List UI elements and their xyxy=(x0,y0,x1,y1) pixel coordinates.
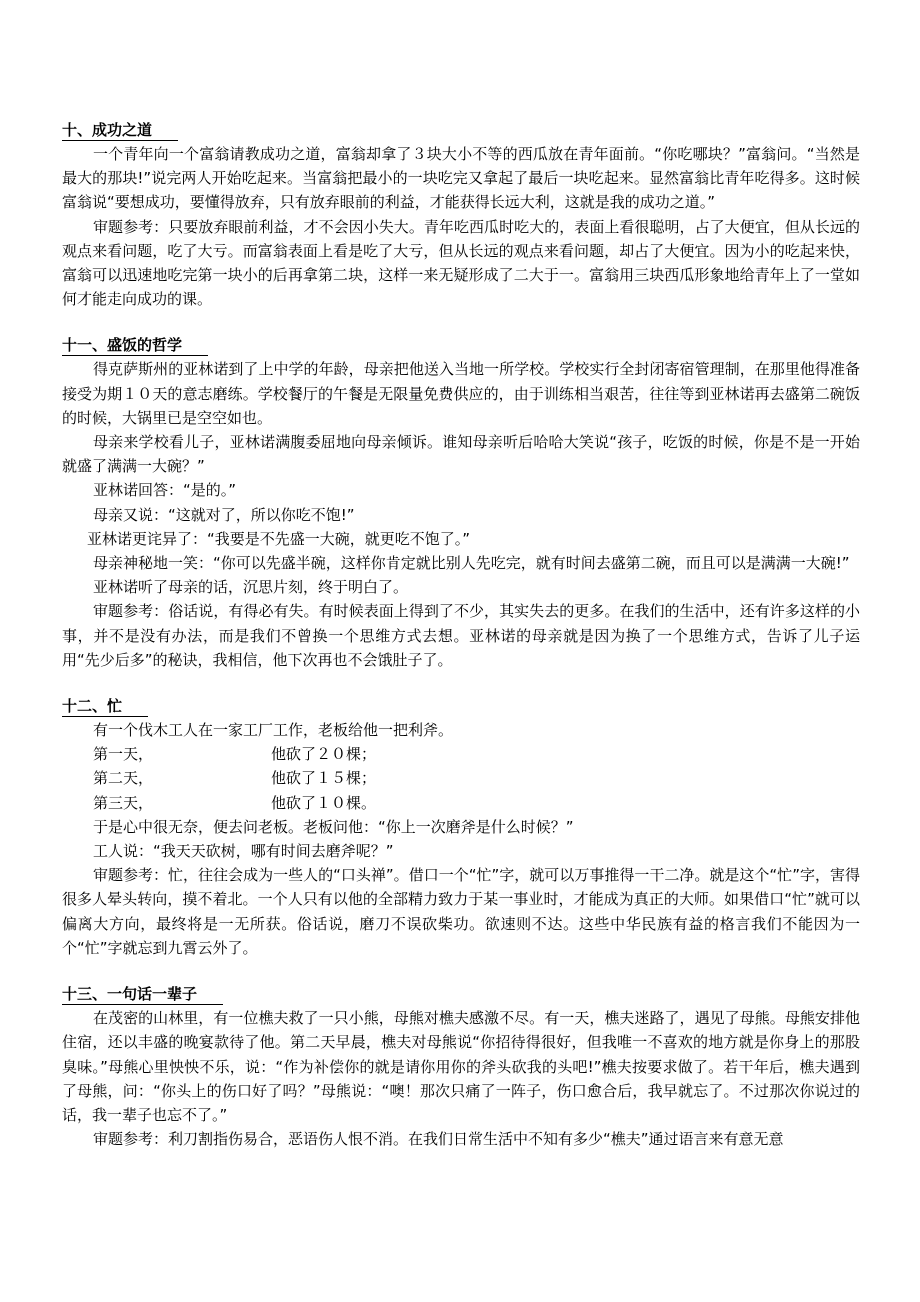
day-result: 他砍了１５棵； xyxy=(271,769,377,788)
section-one-sentence xyxy=(62,982,860,1151)
paragraph: 有一个伐木工人在一家工厂工作，老板给他一把利斧。 xyxy=(93,721,454,740)
day-result: 他砍了１０棵。 xyxy=(271,793,377,812)
paragraph: 审题参考：只要放弃眼前利益，才不会因小失大。青年吃西瓜时吃大的，表面上看很聪明，占了大便宜，但从长远的观点来看问题，吃了大亏。而富翁表面上看是吃了大亏，但从长远的观点来看问题，却占了大便宜。因为小的吃起来快，富翁可以迅速地吃完第一块小的后再拿第二块，这样一来无疑形成了二大于一。富翁用三块西瓜形象地给青年上了一堂如何才能走向成功的课。 xyxy=(62,217,860,309)
section-busy xyxy=(62,694,860,960)
paragraph: 工人说：“我天天砍树，哪有时间去磨斧呢？” xyxy=(93,842,394,861)
day-row xyxy=(62,766,860,790)
day-label: 第一天， xyxy=(93,745,154,764)
section-heading: 十三、一句话一辈子 xyxy=(62,982,860,1006)
paragraph: 一个青年向一个富翁请教成功之道，富翁却拿了３块大小不等的西瓜放在青年面前。“你吃哪块？”富翁问。“当然是最大的那块!”说完两人开始吃起来。当富翁把最小的一块吃完又拿起了最后一块吃起来。显然富翁比青年吃得多。这时候富翁说“要想成功，要懂得放弃，只有放弃眼前的利益，才能获得长远大利，这就是我的成功之道。” xyxy=(62,145,860,212)
paragraph: 亚林诺听了母亲的话，沉思片刻，终于明白了。 xyxy=(93,578,409,597)
paragraph: 得克萨斯州的亚林诺到了上中学的年龄，母亲把他送入当地一所学校。学校实行全封闭寄宿管理制，在那里他得准备接受为期１０天的意志磨练。学校餐厅的午餐是无限量免费供应的，由于训练相当艰苦，往往等到亚林诺再去盛第二碗饭的时候，大锅里已是空空如也。 xyxy=(62,360,860,427)
section-success xyxy=(62,118,860,311)
day-row xyxy=(62,742,860,766)
paragraph: 母亲神秘地一笑：“你可以先盛半碗，这样你肯定就比别人先吃完，就有时间去盛第二碗，而且可以是满满一大碗!” xyxy=(93,554,850,573)
paragraph: 在茂密的山林里，有一位樵夫救了一只小熊，母熊对樵夫感激不尽。有一天，樵夫迷路了，遇见了母熊。母熊安排他住宿，还以丰盛的晚宴款待了他。第二天早晨，樵夫对母熊说“你招待得很好，但我唯一不喜欢的地方就是你身上的那股臭味。”母熊心里怏怏不乐，说：“作为补偿你的就是请你用你的斧头砍我的头吧!”樵夫按要求做了。若干年后，樵夫遇到了母熊，问：“你头上的伤口好了吗？”母熊说：“噢！那次只痛了一阵子，伤口愈合后，我早就忘了。不过那次你说过的话，我一辈子也忘不了。” xyxy=(62,1009,860,1124)
day-label: 第二天， xyxy=(93,769,154,788)
paragraph: 于是心中很无奈，便去问老板。老板问他：“你上一次磨斧是什么时候？” xyxy=(93,817,574,836)
section-heading: 十二、忙 xyxy=(62,694,860,718)
document-page xyxy=(62,118,860,1151)
section-rice-philosophy xyxy=(62,333,860,672)
section-heading: 十、成功之道 xyxy=(62,118,860,142)
paragraph: 审题参考：利刀割指伤易合，恶语伤人恨不消。在我们日常生活中不知有多少“樵夫”通过语言来有意无意 xyxy=(93,1130,784,1149)
paragraph: 母亲又说：“这就对了，所以你吃不饱!” xyxy=(93,505,355,524)
paragraph: 母亲来学校看儿子，亚林诺满腹委屈地向母亲倾诉。谁知母亲听后哈哈大笑说“孩子，吃饭的时候，你是不是一开始就盛了满满一大碗？” xyxy=(62,433,860,476)
paragraph: 亚林诺更诧异了：“我要是不先盛一大碗，就更吃不饱了。” xyxy=(87,529,471,548)
paragraph: 亚林诺回答：“是的。” xyxy=(93,481,237,500)
paragraph: 审题参考：俗话说，有得必有失。有时候表面上得到了不少，其实失去的更多。在我们的生活中，还有许多这样的小事，并不是没有办法，而是我们不曾换一个思维方式去想。亚林诺的母亲就是因为换了一个思维方式，告诉了儿子运用“先少后多”的秘诀，我相信，他下次再也不会饿肚子了。 xyxy=(62,602,860,669)
section-heading: 十一、盛饭的哲学 xyxy=(62,333,860,357)
paragraph: 审题参考：忙，往往会成为一些人的“口头禅”。借口一个“忙”字，就可以万事推得一干二净。就是这个“忙”字，害得很多人晕头转向，摸不着北。一个人只有以他的全部精力致力于某一事业时，才能成为真正的大师。如果借口“忙”就可以偏离大方向，最终将是一无所获。俗话说，磨刀不误砍柴功。欲速则不达。这些中华民族有益的格言我们不能因为一个“忙”字就忘到九霄云外了。 xyxy=(62,866,860,957)
day-result: 他砍了２０棵； xyxy=(271,745,377,764)
day-row xyxy=(62,791,860,815)
day-label: 第三天， xyxy=(93,793,154,812)
